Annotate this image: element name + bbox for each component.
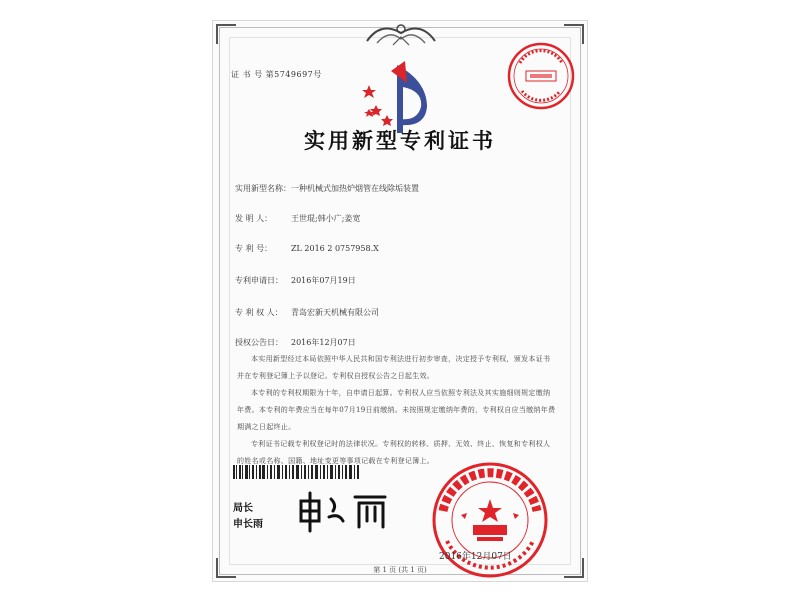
ornament-icon [363, 19, 439, 49]
field-patent-number: 专 利 号： ZL 2016 2 0757958.X [235, 244, 379, 253]
barcode-icon [233, 465, 359, 479]
seal-date: 2016年12月07日 [439, 552, 512, 562]
field-inventor: 发 明 人： 王世琨;韩小广;姜宽 [235, 214, 361, 223]
signature-icon [293, 487, 393, 535]
corner-ornament-icon [216, 24, 236, 44]
page-footer: 第 1 页 (共 1 页) [373, 566, 427, 574]
certificate-body-text [237, 351, 557, 470]
certificate-sheet [212, 20, 588, 582]
field-grant-date: 授权公告日： 2016年12月07日 [235, 338, 356, 347]
field-patentee: 专 利 权 人： 青岛宏新天机械有限公司 [235, 308, 379, 317]
certificate-title: 实用新型专利证书 [304, 128, 496, 153]
body-paragraph: 本专利的专利权期限为十年，自申请日起算。专利权人应当依照专利法及其实施细则规定缴纳年费。本专利的年费应当在每年07月19日前缴纳。未按照规定缴纳年费的，专利权自应当缴纳年费期满之日起终止。 [237, 389, 556, 431]
body-paragraph: 专利证书记载专利权登记时的法律状况。专利权的转移、质押、无效、终止、恢复和专利权人的姓名或名称、国籍、地址变更等事项记载在专利登记簿上。 [237, 440, 551, 465]
field-application-date: 专利申请日： 2016年07月19日 [235, 276, 356, 285]
body-paragraph: 本实用新型经过本局依照中华人民共和国专利法进行初步审查，决定授予专利权，颁发本证书并在专利登记簿上予以登记。专利权自授权公告之日起生效。 [237, 355, 551, 380]
director-title: 局长 [233, 503, 253, 514]
certificate-number: 证 书 号 第5749697号 [231, 70, 322, 79]
director-name: 申长雨 [233, 519, 263, 530]
seal-icon [506, 41, 576, 111]
field-utility-model-name: 实用新型名称：一种机械式加热炉烟管在线除垢装置 [235, 184, 419, 193]
